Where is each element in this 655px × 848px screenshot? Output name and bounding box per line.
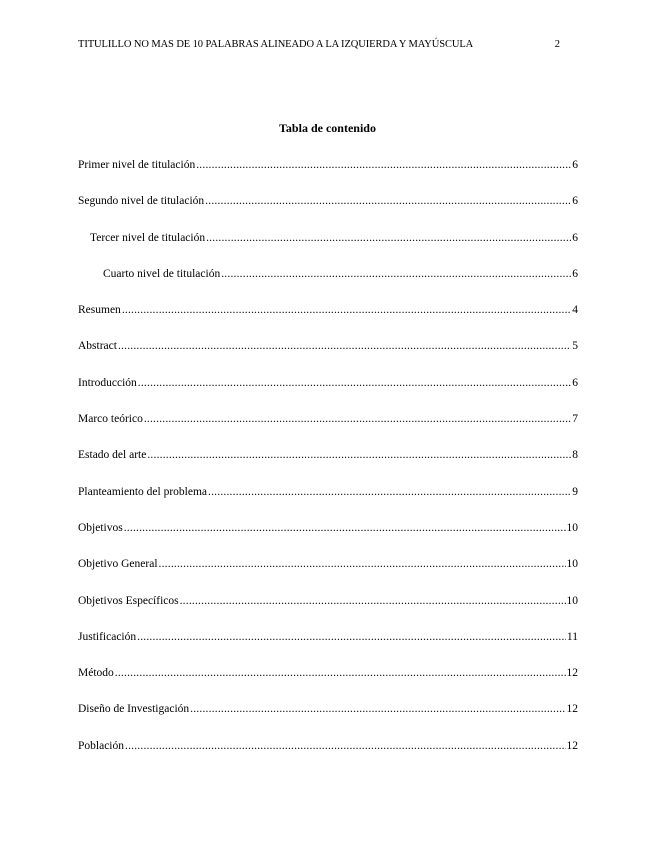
dot-leader [206,231,571,245]
toc-entry-page: 10 [566,558,578,571]
dot-leader [122,303,571,317]
toc-entry-objetivos[interactable] [78,521,578,557]
toc-entry-page: 11 [566,630,578,643]
dot-leader [138,376,571,390]
toc-entry-cuarto-nivel[interactable] [78,267,578,303]
toc-entry-marco-teorico[interactable] [78,412,578,448]
toc-entry-planteamiento[interactable] [78,485,578,521]
toc-entry-label: Abstract [78,340,117,353]
toc-entry-abstract[interactable] [78,339,578,375]
toc-entry-label: Población [78,739,124,752]
toc-entry-page: 4 [572,304,578,317]
dot-leader [118,339,571,353]
toc-entry-page: 12 [566,703,578,716]
toc-entry-label: Diseño de Investigación [78,703,190,716]
dot-leader [180,594,566,608]
toc-entry-introduccion[interactable] [78,376,578,412]
dot-leader [137,630,566,644]
toc-entry-page: 5 [572,340,578,353]
dot-leader [124,521,566,535]
page-number: 2 [554,39,560,50]
toc-entry-metodo[interactable] [78,666,578,702]
toc-entry-page: 10 [566,594,578,607]
toc-entry-label: Primer nivel de titulación [78,159,196,171]
toc-entry-page: 6 [572,376,578,389]
toc-entry-page: 12 [566,667,578,680]
dot-leader [205,194,571,208]
toc-entry-page: 9 [572,485,578,498]
toc-entry-diseno-investigacion[interactable] [78,702,578,738]
toc-entry-estado-del-arte[interactable] [78,448,578,484]
toc-entry-tercer-nivel[interactable] [78,231,578,267]
toc-entry-label: Marco teórico [78,413,143,426]
toc-entry-resumen[interactable] [78,303,578,339]
dot-leader [144,412,571,426]
dot-leader [147,448,571,462]
toc-entry-page: 6 [572,195,578,208]
toc-entry-page: 6 [572,231,578,244]
toc-entry-label: Objetivos [78,521,123,534]
toc-entry-poblacion[interactable] [78,739,578,775]
toc-entry-page: 6 [572,159,578,171]
toc-entry-segundo-nivel[interactable] [78,194,578,230]
dot-leader [208,485,571,499]
page-header [78,38,578,52]
dot-leader [125,739,566,753]
toc-entry-objetivos-especificos[interactable] [78,594,578,630]
toc-entry-label: Planteamiento del problema [78,485,208,498]
toc-entry-label: Método [78,667,114,680]
toc-entry-page: 12 [566,739,578,752]
toc-entry-label: Tercer nivel de titulación [90,231,206,244]
toc-entry-page: 10 [566,521,578,534]
toc-entry-objetivo-general[interactable] [78,557,578,593]
table-of-contents [78,158,578,775]
toc-entry-justificacion[interactable] [78,630,578,666]
toc-entry-label: Justificación [78,630,137,643]
toc-entry-label: Estado del arte [78,449,147,462]
dot-leader [159,557,566,571]
toc-entry-page: 8 [572,449,578,462]
toc-entry-label: Segundo nivel de titulación [78,195,205,208]
dot-leader [221,267,571,281]
toc-entry-label: Objetivos Específicos [78,594,179,607]
toc-entry-page: 6 [572,267,578,280]
toc-entry-label: Cuarto nivel de titulación [103,267,221,280]
dot-leader [190,702,565,716]
dot-leader [115,666,566,680]
toc-entry-primer-nivel[interactable] [78,158,578,194]
toc-entry-label: Introducción [78,376,137,389]
dot-leader [196,158,571,172]
toc-entry-label: Objetivo General [78,558,158,571]
running-head: TITULILLO NO MAS DE 10 PALABRAS ALINEADO A LA IZQUIERDA Y MAYÚSCULA [78,39,474,50]
toc-title: Tabla de contenido [279,121,376,135]
toc-entry-label: Resumen [78,304,121,317]
toc-entry-page: 7 [572,413,578,426]
